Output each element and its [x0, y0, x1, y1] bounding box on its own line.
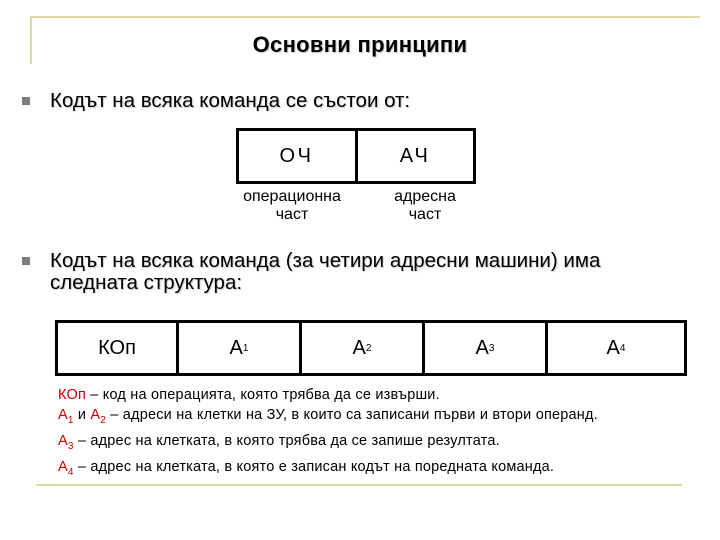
a1-field: А 1	[179, 323, 302, 373]
a2-field: А 2	[302, 323, 425, 373]
four-address-format-box	[55, 320, 687, 376]
bullet-text-1: Кодът на всяка команда се състои от:	[50, 89, 411, 112]
a3-field: А 3	[425, 323, 548, 373]
kop-field: КОп	[58, 323, 179, 373]
note-kop: КОп – код на операцията, която трябва да се извърши.	[58, 387, 440, 403]
address-field: АЧ	[399, 145, 431, 167]
instruction-format-box	[236, 128, 476, 184]
note-a4: $А_4$ – адрес на клетката, в която е записан кодът на поредната команда.	[58, 458, 555, 478]
bullet-square-icon	[22, 97, 30, 105]
frame-top-line	[30, 16, 700, 18]
a4-field: А 4	[606, 336, 626, 359]
opcode-field: ОЧ	[239, 131, 358, 181]
bullet-square-icon	[22, 257, 30, 265]
note-a1-a2: $А_1$ и $А_2$ – адреси на клетки на ЗУ, в които са записани първи и втори операнд.	[58, 407, 598, 426]
bullet-text-2: Кодът на всяка команда (за четири адресни машини) има следната структура:	[50, 249, 601, 294]
address-caption: адресна част	[394, 188, 456, 223]
opcode-caption: операционна част	[243, 188, 341, 223]
legend-notes	[58, 385, 598, 483]
note-a3: $А_3$ – адрес на клетката, в която трябва да се запише резултата.	[58, 432, 500, 452]
frame-bottom-line	[36, 484, 682, 486]
slide-title: Основни принципи	[252, 32, 468, 57]
